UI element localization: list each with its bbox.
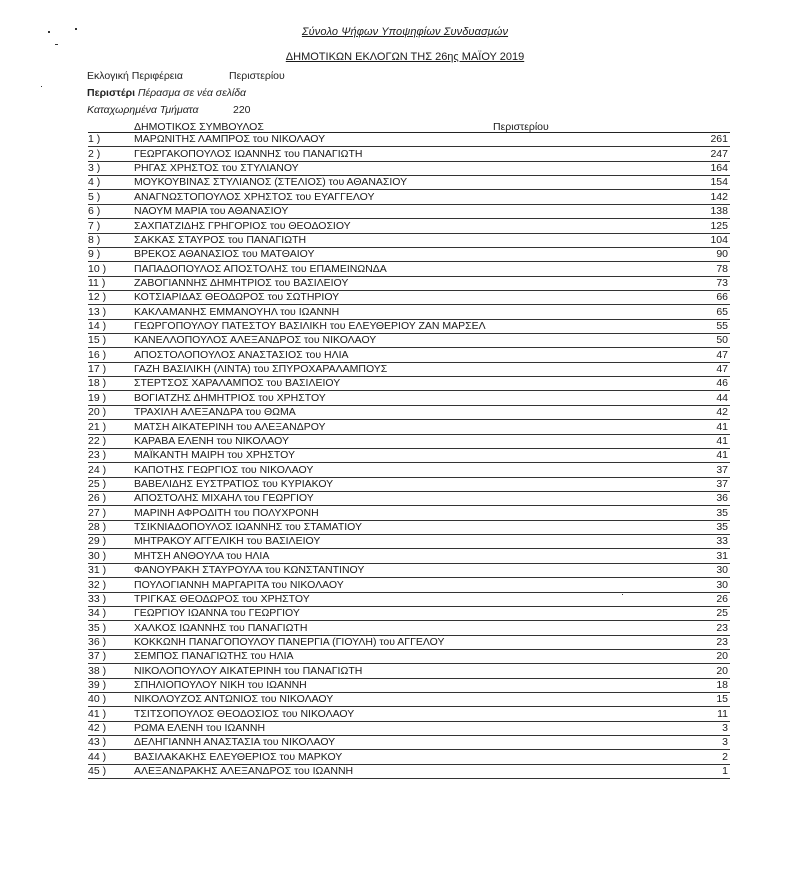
vote-count: 73 [716,276,728,289]
table-row [88,147,730,161]
table-row [88,679,730,693]
candidate-name: ΑΝΑΓΝΩΣΤΟΠΟΥΛΟΣ ΧΡΗΣΤΟΣ του ΕΥΑΓΓΕΛΟΥ [134,190,375,203]
table-row [88,736,730,750]
table-row [88,693,730,707]
table-row [88,262,730,276]
document-subtitle: ΔΗΜΟΤΙΚΩΝ ΕΚΛΟΓΩΝ ΤΗΣ 26ης ΜΑΪΟΥ 2019 [285,51,525,63]
candidate-name: ΖΑΒΟΓΙΑΝΝΗΣ ΔΗΜΗΤΡΙΟΣ του ΒΑΣΙΛΕΙΟΥ [134,276,349,289]
table-row [88,420,730,434]
table-row [88,607,730,621]
vote-count: 1 [722,765,728,778]
paging-row [87,87,246,99]
row-number: 29 ) [88,535,107,548]
vote-count: 138 [710,205,728,218]
vote-count: 20 [716,664,728,677]
candidate-name: ΤΣΙΤΣΟΠΟΥΛΟΣ ΘΕΟΔΟΣΙΟΣ του ΝΙΚΟΛΑΟΥ [134,707,355,720]
vote-count: 23 [716,635,728,648]
candidate-name: ΦΑΝΟΥΡΑΚΗ ΣΤΑΥΡΟΥΛΑ του ΚΩΝΣΤΑΝΤΙΝΟΥ [134,564,365,577]
vote-count: 42 [716,406,728,419]
vote-count: 41 [716,449,728,462]
table-row [88,578,730,592]
table-row [88,320,730,334]
table-row [88,593,730,607]
vote-count: 50 [716,334,728,347]
candidate-name: ΡΗΓΑΣ ΧΡΗΣΤΟΣ του ΣΤΥΛΙΑΝΟΥ [134,162,299,175]
vote-count: 3 [722,722,728,735]
row-number: 13 ) [88,305,107,318]
candidate-name: ΣΠΗΛΙΟΠΟΥΛΟΥ ΝΙΚΗ του ΙΩΑΝΝΗ [134,679,307,692]
row-number: 26 ) [88,492,107,505]
row-number: 4 ) [88,176,101,189]
vote-count: 41 [716,434,728,447]
candidate-name: ΒΡΕΚΟΣ ΑΘΑΝΑΣΙΟΣ του ΜΑΤΘΑΙΟΥ [134,248,315,261]
vote-count: 35 [716,521,728,534]
table-row [88,463,730,477]
table-row [88,277,730,291]
candidate-name: ΚΑΠΟΤΗΣ ΓΕΩΡΓΙΟΣ του ΝΙΚΟΛΑΟΥ [134,463,314,476]
row-number: 43 ) [88,736,107,749]
vote-count: 31 [716,549,728,562]
row-number: 41 ) [88,707,107,720]
row-number: 24 ) [88,463,107,476]
table-row [88,219,730,233]
row-number: 27 ) [88,506,107,519]
table-row [88,535,730,549]
table-row [88,406,730,420]
candidate-name: ΜΟΥΚΟΥΒΙΝΑΣ ΣΤΥΛΙΑΝΟΣ (ΣΤΕΛΙΟΣ) του ΑΘΑΝΑΣΙΟΥ [134,176,408,189]
scan-speck [55,44,58,45]
results-table [88,121,730,779]
candidate-name: ΠΟΥΛΟΓΙΑΝΝΗ ΜΑΡΓΑΡΙΤΑ του ΝΙΚΟΛΑΟΥ [134,578,344,591]
table-row [88,248,730,262]
region-row [87,70,285,82]
table-row [88,722,730,736]
table-row [88,549,730,563]
row-number: 45 ) [88,765,107,778]
row-number: 15 ) [88,334,107,347]
row-number: 25 ) [88,477,107,490]
paging-bold: Περιστέρι [87,87,135,99]
candidate-name: ΤΣΙΚΝΙΑΔΟΠΟΥΛΟΣ ΙΩΑΝΝΗΣ του ΣΤΑΜΑΤΙΟΥ [134,521,362,534]
table-row [88,750,730,764]
row-number: 6 ) [88,205,101,218]
candidate-name: ΚΑΚΛΑΜΑΝΗΣ ΕΜΜΑΝΟΥΗΛ του ΙΩΑΝΝΗ [134,305,340,318]
candidate-name: ΓΕΩΡΓΑΚΟΠΟΥΛΟΣ ΙΩΑΝΝΗΣ του ΠΑΝΑΓΙΩΤΗ [134,147,363,160]
candidate-name: ΚΑΝΕΛΛΟΠΟΥΛΟΣ ΑΛΕΞΑΝΔΡΟΣ του ΝΙΚΟΛΑΟΥ [134,334,377,347]
vote-count: 26 [716,592,728,605]
table-row [88,190,730,204]
vote-count: 47 [716,363,728,376]
vote-count: 41 [716,420,728,433]
table-row [88,492,730,506]
vote-count: 15 [716,693,728,706]
row-number: 37 ) [88,650,107,663]
table-row [88,449,730,463]
candidate-name: ΜΑΡΩΝΙΤΗΣ ΛΑΜΠΡΟΣ του ΝΙΚΟΛΑΟΥ [134,133,326,146]
vote-count: 18 [716,679,728,692]
table-row [88,205,730,219]
candidate-name: ΝΑΟΥΜ ΜΑΡΙΑ του ΑΘΑΝΑΣΙΟΥ [134,205,289,218]
table-row [88,506,730,520]
row-number: 11 ) [88,276,106,289]
candidate-name: ΜΑΪΚΑΝΤΗ ΜΑΙΡΗ του ΧΡΗΣΤΟΥ [134,449,295,462]
row-number: 42 ) [88,722,107,735]
candidate-name: ΤΡΑΧΙΛΗ ΑΛΕΞΑΝΔΡΑ του ΘΩΜΑ [134,406,296,419]
table-row [88,650,730,664]
candidate-name: ΝΙΚΟΛΟΥΖΟΣ ΑΝΤΩΝΙΟΣ του ΝΙΚΟΛΑΟΥ [134,693,334,706]
table-row [88,133,730,147]
row-number: 32 ) [88,578,107,591]
row-number: 38 ) [88,664,107,677]
candidate-name: ΣΤΕΡΤΣΟΣ ΧΑΡΑΛΑΜΠΟΣ του ΒΑΣΙΛΕΙΟΥ [134,377,341,390]
row-number: 21 ) [88,420,107,433]
table-row [88,162,730,176]
row-number: 28 ) [88,521,107,534]
sections-label: Καταχωρημένα Τμήματα [87,104,199,116]
vote-count: 35 [716,506,728,519]
row-number: 44 ) [88,750,107,763]
vote-count: 66 [716,291,728,304]
row-number: 33 ) [88,592,107,605]
vote-count: 78 [716,262,728,275]
region-label: Εκλογική Περιφέρεια [87,70,183,82]
candidate-name: ΓΕΩΡΓΟΠΟΥΛΟΥ ΠΑΤΕΣΤΟΥ ΒΑΣΙΛΙΚΗ του ΕΛΕΥΘΕΡΙΟΥ ΖΑΝ ΜΑΡΣΕΛ [134,320,486,333]
vote-count: 125 [710,219,728,232]
vote-count: 33 [716,535,728,548]
row-number: 40 ) [88,693,107,706]
row-number: 31 ) [88,564,107,577]
scan-speck [41,86,42,87]
vote-count: 142 [710,190,728,203]
candidate-name: ΚΟΤΣΙΑΡΙΔΑΣ ΘΕΟΔΩΡΟΣ του ΣΩΤΗΡΙΟΥ [134,291,340,304]
table-row [88,291,730,305]
candidate-name: ΜΗΤΡΑΚΟΥ ΑΓΓΕΛΙΚΗ του ΒΑΣΙΛΕΙΟΥ [134,535,321,548]
candidate-name: ΣΑΚΚΑΣ ΣΤΑΥΡΟΣ του ΠΑΝΑΓΙΩΤΗ [134,233,307,246]
paging-text: Πέρασμα σε νέα σελίδα [137,87,247,99]
table-header [88,121,730,133]
vote-count: 55 [716,320,728,333]
row-number: 17 ) [88,363,107,376]
table-row [88,564,730,578]
row-number: 9 ) [88,248,101,261]
table-row [88,435,730,449]
candidate-name: ΚΑΡΑΒΑ ΕΛΕΝΗ του ΝΙΚΟΛΑΟΥ [134,434,289,447]
row-number: 1 ) [88,133,101,146]
table-row [88,636,730,650]
row-number: 18 ) [88,377,107,390]
candidate-name: ΜΗΤΣΗ ΑΝΘΟΥΛΑ του ΗΛΙΑ [134,549,270,562]
table-row [88,765,730,779]
candidate-name: ΚΟΚΚΩΝΗ ΠΑΝΑΓΟΠΟΥΛΟΥ ΠΑΝΕΡΓΙΑ (ΓΙΟΥΛΗ) του ΑΓΓΕΛΟΥ [134,635,445,648]
vote-count: 37 [716,477,728,490]
row-number: 14 ) [88,320,107,333]
vote-count: 90 [716,248,728,261]
candidate-name: ΑΛΕΞΑΝΔΡΑΚΗΣ ΑΛΕΞΑΝΔΡΟΣ του ΙΩΑΝΝΗ [134,765,354,778]
candidate-name: ΝΙΚΟΛΟΠΟΥΛΟΥ ΑΙΚΑΤΕΡΙΝΗ του ΠΑΝΑΓΙΩΤΗ [134,664,363,677]
candidate-name: ΡΩΜΑ ΕΛΕΝΗ του ΙΩΑΝΝΗ [134,722,266,735]
row-number: 30 ) [88,549,107,562]
table-row [88,334,730,348]
table-body [88,133,730,779]
candidate-name: ΒΑΒΕΛΙΔΗΣ ΕΥΣΤΡΑΤΙΟΣ του ΚΥΡΙΑΚΟΥ [134,477,334,490]
row-number: 7 ) [88,219,101,232]
table-row [88,377,730,391]
region-value: Περιστερίου [229,70,285,82]
candidate-name: ΠΑΠΑΔΟΠΟΥΛΟΣ ΑΠΟΣΤΟΛΗΣ του ΕΠΑΜΕΙΝΩΝΔΑ [134,262,387,275]
candidate-name: ΤΡΙΓΚΑΣ ΘΕΟΔΩΡΟΣ του ΧΡΗΣΤΟΥ [134,592,310,605]
candidate-name: ΣΑΧΠΑΤΖΙΔΗΣ ΓΡΗΓΟΡΙΟΣ του ΘΕΟΔΟΣΙΟΥ [134,219,351,232]
vote-count: 30 [716,564,728,577]
row-number: 10 ) [88,262,107,275]
row-number: 35 ) [88,621,107,634]
candidate-name: ΜΑΡΙΝΗ ΑΦΡΟΔΙΤΗ του ΠΟΛΥΧΡΟΝΗ [134,506,319,519]
candidate-name: ΑΠΟΣΤΟΛΟΠΟΥΛΟΣ ΑΝΑΣΤΑΣΙΟΣ του ΗΛΙΑ [134,348,349,361]
row-number: 12 ) [88,291,107,304]
vote-count: 247 [710,147,728,160]
column-header-area: Περιστερίου [493,121,549,133]
row-number: 3 ) [88,162,101,175]
candidate-name: ΣΕΜΠΟΣ ΠΑΝΑΓΙΩΤΗΣ του ΗΛΙΑ [134,650,294,663]
table-row [88,176,730,190]
vote-count: 11 [717,707,728,720]
row-number: 22 ) [88,434,107,447]
table-row [88,707,730,721]
vote-count: 23 [716,621,728,634]
candidate-name: ΑΠΟΣΤΟΛΗΣ ΜΙΧΑΗΛ του ΓΕΩΡΓΙΟΥ [134,492,314,505]
row-number: 20 ) [88,406,107,419]
row-number: 8 ) [88,233,101,246]
candidate-name: ΜΑΤΣΗ ΑΙΚΑΤΕΡΙΝΗ του ΑΛΕΞΑΝΔΡΟΥ [134,420,326,433]
table-row [88,305,730,319]
sections-value: 220 [233,104,251,116]
table-row [88,621,730,635]
vote-count: 154 [710,176,728,189]
vote-count: 2 [722,750,728,763]
row-number: 5 ) [88,190,101,203]
vote-count: 36 [716,492,728,505]
vote-count: 25 [716,607,728,620]
table-row [88,363,730,377]
table-row [88,521,730,535]
vote-count: 3 [722,736,728,749]
table-row [88,234,730,248]
vote-count: 65 [716,305,728,318]
table-row [88,664,730,678]
document-title: Σύνολο Ψήφων Υποψηφίων Συνδυασμών [301,26,509,38]
vote-count: 20 [716,650,728,663]
vote-count: 30 [716,578,728,591]
table-row [88,348,730,362]
row-number: 16 ) [88,348,107,361]
vote-count: 46 [716,377,728,390]
table-row [88,478,730,492]
vote-count: 104 [710,233,728,246]
vote-count: 261 [710,133,728,146]
candidate-name: ΓΕΩΡΓΙΟΥ ΙΩΑΝΝΑ του ΓΕΩΡΓΙΟΥ [134,607,300,620]
candidate-name: ΒΑΣΙΛΑΚΑΚΗΣ ΕΛΕΥΘΕΡΙΟΣ του ΜΑΡΚΟΥ [134,750,343,763]
row-number: 23 ) [88,449,107,462]
candidate-name: ΒΟΓΙΑΤΖΗΣ ΔΗΜΗΤΡΙΟΣ του ΧΡΗΣΤΟΥ [134,391,326,404]
candidate-name: ΧΑΛΚΟΣ ΙΩΑΝΝΗΣ του ΠΑΝΑΓΙΩΤΗ [134,621,308,634]
vote-count: 47 [716,348,728,361]
row-number: 2 ) [88,147,101,160]
vote-count: 44 [716,391,728,404]
vote-count: 37 [716,463,728,476]
table-row [88,391,730,405]
vote-count: 164 [710,162,728,175]
candidate-name: ΓΑΖΗ ΒΑΣΙΛΙΚΗ (ΛΙΝΤΑ) του ΣΠΥΡΟΧΑΡΑΛΑΜΠΟΥΣ [134,363,388,376]
candidate-name: ΔΕΛΗΓΙΑΝΝΗ ΑΝΑΣΤΑΣΙΑ του ΝΙΚΟΛΑΟΥ [134,736,336,749]
row-number: 36 ) [88,635,107,648]
row-number: 34 ) [88,607,107,620]
column-header-councillor: ΔΗΜΟΤΙΚΟΣ ΣΥΜΒΟΥΛΟΣ [134,121,264,133]
row-number: 19 ) [88,391,107,404]
row-number: 39 ) [88,679,107,692]
sections-row [87,104,251,116]
